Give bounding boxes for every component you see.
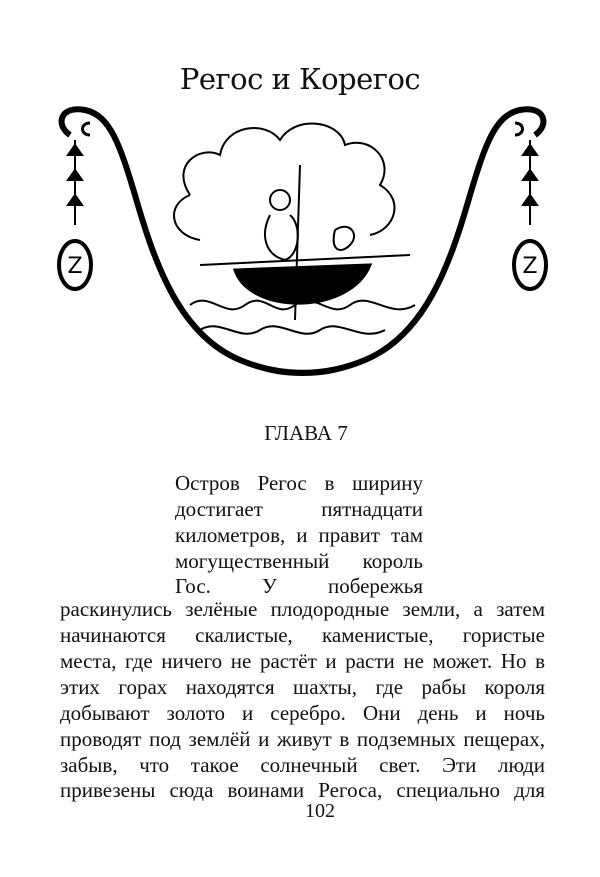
svg-text:Z: Z	[522, 254, 538, 279]
text-line: этих горах находятся шахты, где рабы короля	[60, 675, 545, 699]
text-line: начинаются скалистые, каменистые, гористые	[60, 623, 545, 647]
text-line: проводят под землёй и живут в подземных пещерах,	[60, 727, 545, 751]
text-line: места, где ничего не растёт и расти не может. Но в	[60, 649, 545, 673]
text-line: Гос. У побережья	[175, 574, 423, 598]
text-line: Остров Регос в ширину	[175, 471, 423, 495]
text-line: привезены сюда воинами Регоса, специально для	[60, 778, 545, 802]
text-line: раскинулись зелёные плодородные земли, а затем	[60, 597, 545, 621]
text-line: могущественный король	[175, 549, 423, 573]
chapter-heading: ГЛАВА 7	[264, 421, 348, 445]
text-line: километров, и правит там	[175, 523, 423, 547]
svg-text:Z: Z	[67, 254, 83, 279]
text-line: добывают золото и серебро. Они день и ночь	[60, 701, 545, 725]
chapter-illustration	[50, 105, 555, 400]
text-line: забыв, что такое солнечный свет. Эти люди	[60, 753, 545, 777]
text-line: достигает пятнадцати	[175, 497, 423, 521]
chapter-title: Регос и Корегос	[179, 62, 421, 96]
page-number: 102	[305, 800, 335, 822]
